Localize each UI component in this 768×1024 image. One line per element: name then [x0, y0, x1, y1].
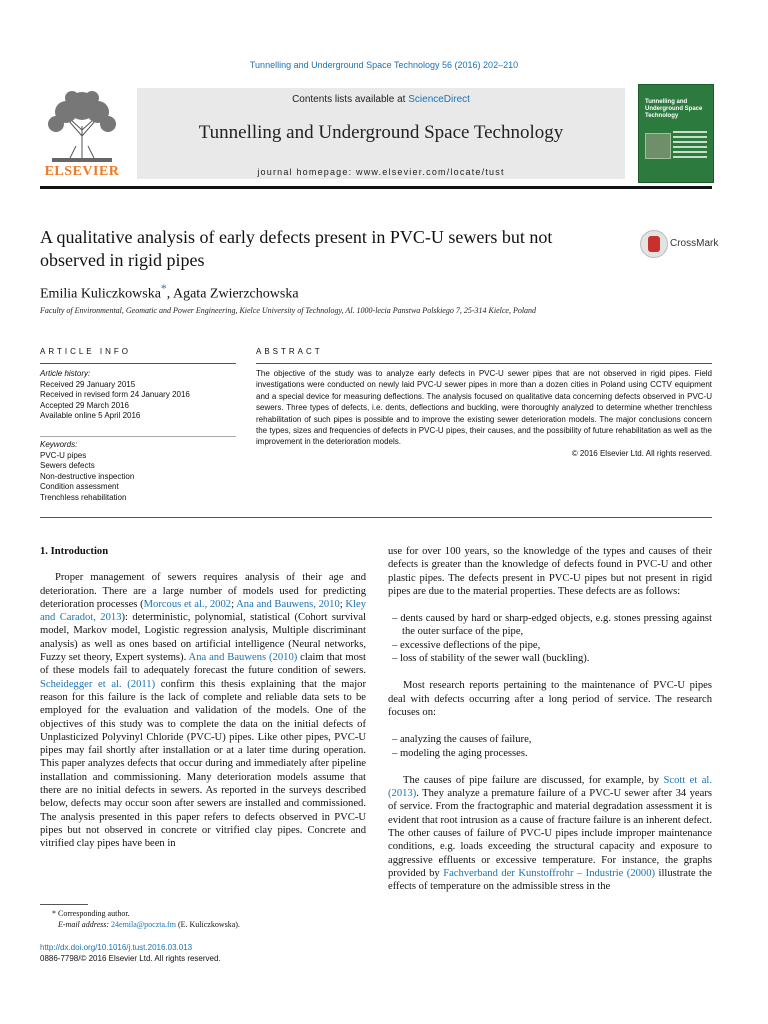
masthead [40, 84, 712, 184]
list-item: – dents caused by hard or sharp-edged objects, e.g. stones pressing against the outer surface of the pipe, [392, 613, 712, 638]
journal-title: Tunnelling and Underground Space Technology [198, 122, 564, 143]
reference-link[interactable]: Morcous et al., 2002 [143, 598, 232, 610]
journal-homepage[interactable]: journal homepage: www.elsevier.com/locate/tust [257, 167, 505, 177]
masthead-divider [40, 186, 712, 189]
body-right-column [388, 545, 712, 894]
doi-block [40, 942, 221, 964]
keywords [40, 440, 236, 503]
front-matter-rule [40, 517, 712, 518]
author-2: Agata Zwierzchowska [172, 286, 299, 302]
reference-link[interactable]: Fachverband der Kunstoffrohr – Industrie (2000) [443, 867, 656, 879]
email-note [40, 919, 380, 930]
email-link[interactable]: 24emila@poczta.fm [111, 920, 176, 929]
footnote-rule [40, 904, 88, 905]
journal-banner [137, 88, 625, 179]
author-separator: , [166, 286, 173, 302]
keyword: Condition assessment [40, 482, 119, 491]
section-heading-introduction: 1. Introduction [40, 546, 109, 557]
crossmark-label: CrossMark [670, 238, 719, 249]
right-paragraph-1: use for over 100 years, so the knowledge of the types and causes of their defects is greater than the knowledge of defects found in PVC-U and other plastic pipes. The defects present in PVC-U pipes but not present in rigid pipes are due to the material properties. These defects are as follows: [388, 546, 712, 597]
keyword: PVC-U pipes [40, 450, 87, 460]
history-item: Accepted 29 March 2016 [40, 400, 129, 410]
history-label: Article history: [40, 369, 91, 378]
doi-link[interactable]: http://dx.doi.org/10.1016/j.tust.2016.03.013 [40, 943, 193, 952]
keyword: Non-destructive inspection [40, 471, 135, 481]
defects-list [388, 612, 712, 665]
corresponding-author-note [40, 908, 380, 919]
abstract-copyright: © 2016 Elsevier Ltd. All rights reserved. [571, 448, 712, 458]
author-1: Emilia Kuliczkowska [40, 286, 161, 302]
list-item: – modeling the aging processes. [392, 747, 528, 759]
reference-link[interactable]: Ana and Bauwens (2010) [188, 652, 298, 664]
research-focus-list [388, 733, 712, 760]
history-item: Received 29 January 2015 [40, 379, 136, 389]
email-suffix: (E. Kuliczkowska). [175, 920, 240, 929]
list-item: – loss of stability of the sewer wall (buckling). [392, 653, 590, 665]
intro-paragraph-1: Proper management of sewers requires analysis of their age and deterioration. There are a large number of models used for predicting deterioration processes (Morcous et al., 2002; Ana and Bauwens, 2010; Kley and Caradot, 2013): deterministic, polynomial, statistical (Cohort survival model, Markov model, Logistic regression analysis, Multiple discriminant analysis) as well as ones based on artificial intelligence (Neural networks, Fuzzy set theory, Expert systems). Ana and Bauwens (2010) claim that most of these models fail to adequately forecast the future condition of sewers. Scheidegger et al. (2011) confirm this thesis explaining that the major reason for this failure is the lack of complete and reliable data sets to be employed for the evaluation and validation of the models. One of the objectives of this study was to complete the data on the initial defects of Unplasticized Polyvinyl Chloride (PVC-U) pipes. Like other pipes, PVC-U pipes may fail shortly after installation or at a later time during operation. This paper analyzes defects that occur during and immediately after pipeline installation and commissioning. Many deterioration models assume that there are no initial defects in sewers. As reported in the surveys described below, defects may occur soon after sewers are installed and commissioned. The analysis presented in this paper refers to defects observed in PVC-U pipes but not observed in concrete or vitrified clay pipes. Concrete and vitrified clay pipes have been in [40, 572, 366, 850]
crossmark-icon [640, 230, 668, 258]
sciencedirect-link[interactable]: ScienceDirect [408, 94, 470, 105]
keywords-label: Keywords: [40, 440, 78, 449]
article-history [40, 369, 236, 422]
issn-line: 0886-7798/© 2016 Elsevier Ltd. All rights reserved. [40, 954, 221, 963]
cover-title: Tunnelling and Underground Space Technology [645, 99, 703, 119]
email-label: E-mail address: [58, 920, 112, 929]
reference-link[interactable]: Ana and Bauwens, 2010 [236, 598, 340, 610]
elsevier-wordmark: ELSEVIER [44, 164, 120, 179]
journal-citation-link[interactable]: Tunnelling and Underground Space Technology 56 (2016) 202–210 [249, 60, 519, 70]
journal-cover-thumbnail[interactable] [638, 84, 714, 183]
corresponding-author-mark[interactable]: * [160, 282, 167, 295]
list-item: – analyzing the causes of failure, [392, 734, 532, 746]
right-paragraph-2: Most research reports pertaining to the maintenance of PVC-U pipes deal with defects occurring after a long period of service. The research focuses on: [388, 680, 712, 718]
affiliation: Faculty of Environmental, Geomatic and Power Engineering, Kielce University of Technology, Al. 1000-lecia Panstwa Polskiego 7, 25-314 Kielce, Poland [40, 306, 537, 315]
history-item: Available online 5 April 2016 [40, 411, 141, 420]
contents-prefix: Contents lists available at [292, 94, 409, 105]
cover-contents-lines [673, 131, 707, 161]
abstract-rule [256, 363, 712, 364]
reference-link[interactable]: Kley and Caradot, 2013 [40, 598, 366, 624]
list-item: – excessive deflections of the pipe, [392, 639, 541, 651]
reference-link[interactable]: Scheidegger et al. (2011) [40, 678, 156, 690]
history-keywords-divider [40, 436, 236, 437]
abstract-heading: ABSTRACT [256, 347, 323, 356]
history-item: Received in revised form 24 January 2016 [40, 390, 190, 399]
article-info-heading: ARTICLE INFO [40, 347, 131, 356]
article-title: A qualitative analysis of early defects present in PVC-U sewers but not observed in rigid pipes [40, 227, 553, 270]
footnote-text: Corresponding author. [58, 909, 130, 918]
body-left-column [40, 545, 366, 851]
right-paragraph-3: The causes of pipe failure are discussed, for example, by Scott et al. (2013). They analyze a premature failure of a PVC-U sewer after 34 years of service. From the fractographic and material degradation assessment it is evident that root intrusion as a cause of fracture failure is an inherent defect. The other causes of failure of PVC-U pipes include improper maintenance conditions, e.g. loads exceeding the structural capacity and exposure to aggressive effluents or excessive temperature. For instance, the graphs provided by Fachverband der Kunstoffrohr – Industrie (2000) illustrate the effects of temperature on the admissible stress in the [388, 774, 712, 893]
abstract-text: The objective of the study was to analyze early defects in PVC-U sewer pipes that are not observed in rigid pipes. Field investigations were conducted on newly laid PVC-U sewer pipes in more than a dozen cities in Poland using CCTV equipment and a special device for measuring deflections. The analysis focused on qualitative data concerning defects observed in PVC-U sewers. Three types of defects, i.e. dents, deflections and buckling, were thoroughly analyzed to determine whether trenchless rehabilitation of such pipes is possible and to improve the existing sewer deterioration models. The major conclusions concern the types, sizes and frequencies of defects in PVC-U pipes, their causes, and the possibility of future rehabilitation as well as the improvement in the deterioration models. [256, 369, 712, 447]
article-info-rule [40, 363, 236, 364]
cover-image [645, 133, 671, 159]
abstract-body [256, 368, 712, 459]
footnote-mark: * [52, 909, 56, 918]
crossmark-button[interactable] [640, 230, 719, 260]
keyword: Trenchless rehabilitation [40, 492, 127, 502]
authors [40, 282, 299, 303]
footnote [40, 908, 380, 930]
reference-link[interactable]: Scott et al. (2013) [388, 774, 712, 800]
keyword: Sewers defects [40, 461, 95, 470]
contents-line [137, 94, 625, 105]
